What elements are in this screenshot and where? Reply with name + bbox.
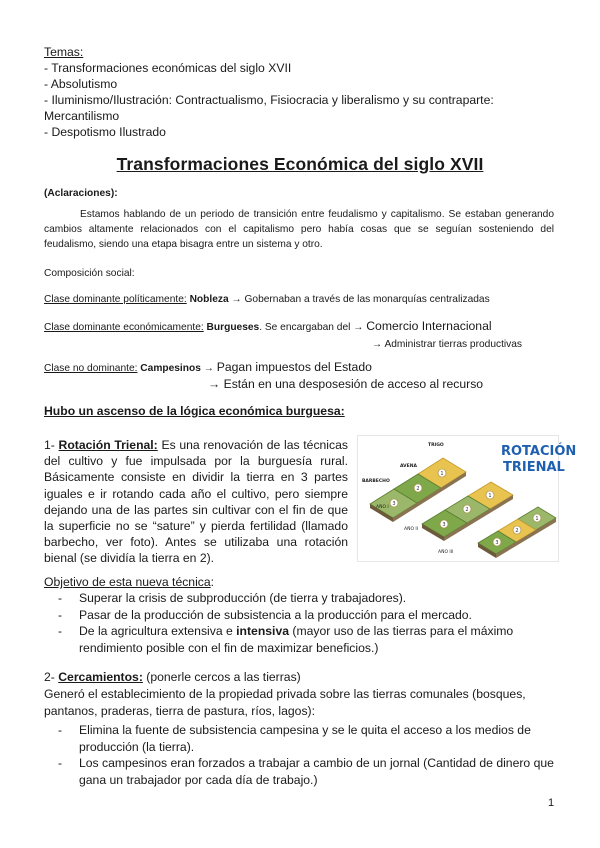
rotacion-illustration [358, 436, 577, 561]
clase-nodominante-line2: → Están en una desposesión de acceso al recurso [208, 377, 484, 391]
plot-number: 3 [442, 522, 446, 528]
temas-item: - Despotismo Ilustrado [44, 125, 166, 139]
temas-item: Mercantilismo [44, 109, 120, 123]
plot-number: 3 [392, 501, 396, 507]
plot-number: 2 [515, 528, 519, 534]
figure-label-barbecho: BARBECHO [362, 479, 390, 484]
ascenso-heading: Hubo un ascenso de la lógica económica burguesa: [44, 404, 345, 418]
clase-economica-big: Comercio Internacional [366, 319, 492, 333]
plot-number: 1 [535, 516, 539, 522]
page-number: 1 [548, 797, 555, 809]
plot-number: 3 [495, 540, 499, 546]
plot-number: 2 [416, 486, 420, 492]
temas-heading: Temas: [44, 45, 84, 59]
temas-item: - Absolutismo [44, 77, 118, 91]
clase-economica-rest: . Se encargaban del → [259, 322, 367, 333]
objetivo-heading-line [44, 574, 214, 590]
list-item: - De la agricultura extensiva e intensiva (mayor uso de las tierras para el máximo rendimiento posible con el fin de maximizar beneficios.) [58, 624, 514, 655]
figure-label-ano2: AÑO II [404, 527, 419, 532]
list-item: - Los campesinos eran forzados a trabajar a cambio de un jornal (Cantidad de dinero que gana un trabajador por cada día de trabajo.) [58, 756, 554, 787]
rotacion-text: Es una renovación de las técnicas del cultivo y fue impulsada por la burguesía rural. Básicamente consiste en dividir la tierra en 3 partes iguales e ir rotando cada año el cultivo, pero siempre dejando una de las partes sin cultivar con el fin de que la superficie no se “sature” y pierda fertilidad (llamado barbecho, ver foto). Antes se utilizaba una rotación bienal (se dividía la tierra en 2). [44, 438, 348, 566]
clase-politica-label: Clase dominante políticamente: [44, 294, 187, 305]
figure-label-ano1: AÑO I [376, 505, 389, 510]
objetivo-colon: : [210, 575, 215, 589]
cercamientos-heading-line [44, 669, 301, 685]
clase-nodominante-big: Pagan impuestos del Estado [216, 360, 372, 374]
temas-item: - Iluminismo/Ilustración: Contractualismo, Fisiocracia y liberalismo y su contraparte: [44, 93, 494, 107]
cercamientos-label: Cercamientos: [58, 670, 143, 684]
temas-item: - Transformaciones económicas del siglo XVII [44, 61, 292, 75]
cercamientos-num: 2- [44, 670, 59, 684]
rotacion-paragraph [44, 437, 348, 567]
clase-economica-bold: Burgueses [206, 322, 260, 333]
cercamientos-rest: (ponerle cercos a las tierras) [142, 670, 301, 684]
list-item: - Pasar de la producción de subsistencia a la producción para el mercado. [58, 607, 472, 622]
cercamientos-paragraph: Generó el establecimiento de la propiedad privada sobre las tierras comunales (bosques, pantanos, praderas, tierra de pastura, ríos, lagos): [44, 687, 526, 718]
rotacion-num: 1- [44, 438, 59, 452]
list-item: - Superar la crisis de subproducción (de tierra y trabajadores). [58, 591, 407, 605]
figure-label-trigo: TRIGO [428, 443, 444, 448]
temas-section [44, 44, 564, 140]
figure-title-line2: TRIENAL [503, 460, 565, 475]
page-title: Transformaciones Económica del siglo XVII [116, 154, 484, 174]
clase-economica-label: Clase dominante económicamente: [44, 322, 204, 333]
list-item: - Elimina la fuente de subsistencia campesina y se le quita el acceso a los medios de producción (la tierra). [58, 723, 531, 754]
composicion-heading: Composición social: [44, 268, 135, 279]
clase-politica-rest: → Gobernaban a través de las monarquías centralizadas [228, 294, 490, 305]
clase-politica-bold: Nobleza [189, 294, 229, 305]
clase-nodominante-line [44, 360, 564, 376]
figure-label-avena: AVENA [400, 464, 417, 469]
objetivo-list [58, 590, 555, 656]
figure-title-line1: ROTACIÓN [501, 444, 577, 459]
aclaraciones-heading: (Aclaraciones): [44, 188, 118, 199]
rotacion-label: Rotación Trienal: [58, 438, 158, 452]
clase-nodominante-bold: Campesinos [140, 363, 201, 374]
clase-economica-line2: → Administrar tierras productivas [372, 339, 523, 350]
clase-politica-line [44, 292, 564, 307]
cercamientos-list [58, 722, 555, 788]
clase-nodominante-rest: → [200, 363, 217, 374]
aclaraciones-paragraph: Estamos hablando de un periodo de transición entre feudalismo y capitalismo. Se estaban generando cambios altamente relacionados con el capitalismo pero había cosas que se seguían sosteniendo del feudalismo, siendo una etapa bisagra entre un sistema y otro. [44, 209, 554, 250]
clase-economica-line [44, 319, 564, 335]
plot-number: 1 [440, 471, 444, 477]
clase-nodominante-label: Clase no dominante: [44, 363, 138, 374]
plot-number: 2 [465, 507, 469, 513]
objetivo-heading: Objetivo de esta nueva técnica [44, 575, 211, 589]
rotacion-trienal-figure [357, 435, 577, 562]
figure-label-ano3: AÑO III [438, 550, 454, 555]
plot-number: 1 [488, 493, 492, 499]
